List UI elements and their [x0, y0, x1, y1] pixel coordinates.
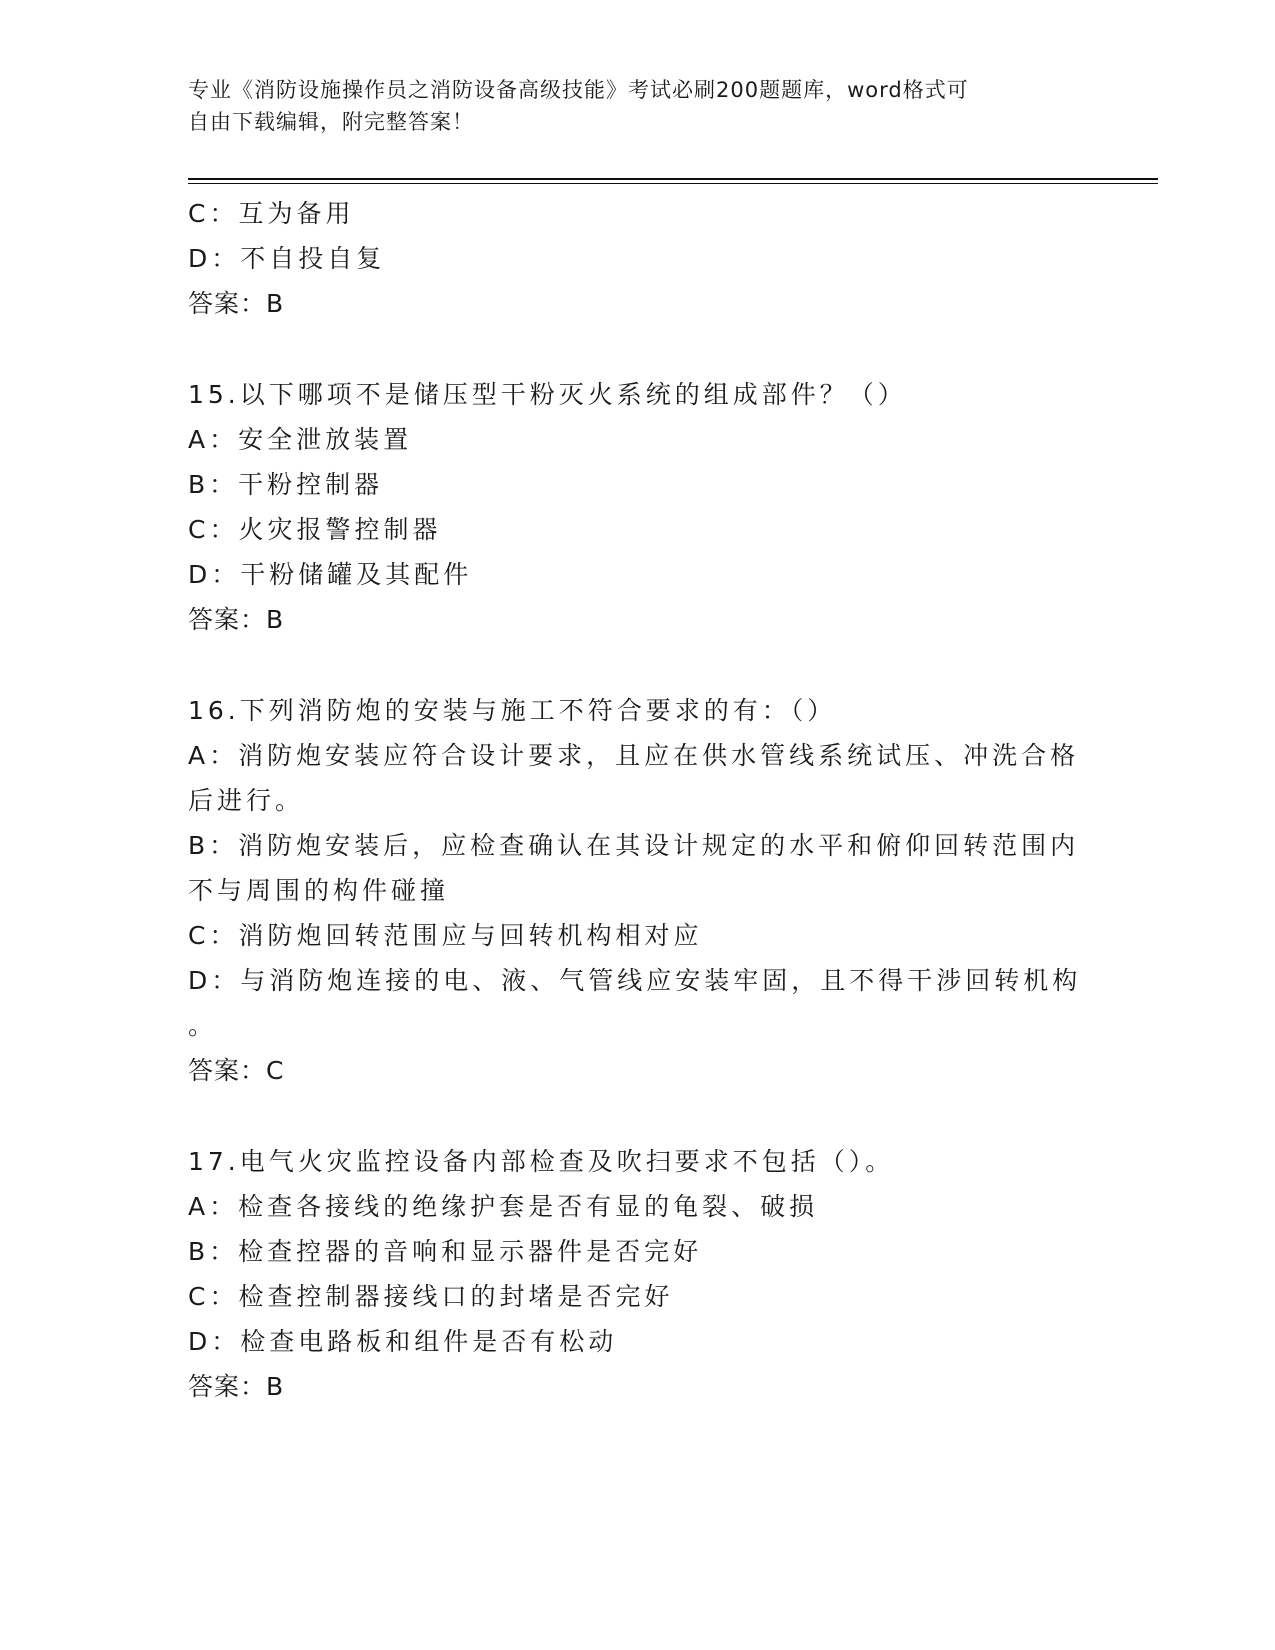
q15-option-a: A：安全泄放装置 — [188, 425, 413, 454]
q17-answer: 答案：B — [188, 1372, 285, 1401]
q16-option-b-line2: 不与周围的构件碰撞 — [188, 876, 450, 905]
document-header — [188, 74, 1088, 138]
spacer — [188, 326, 1088, 372]
q15-option-d: D：干粉储罐及其配件 — [188, 560, 473, 589]
prev-answer: 答案：B — [188, 289, 285, 318]
q16-option-a-line1: A：消防炮安装应符合设计要求，且应在供水管线系统试压、冲洗合格 — [188, 741, 1080, 770]
prev-option-c: C：互为备用 — [188, 199, 355, 228]
spacer — [188, 642, 1088, 688]
q15-answer: 答案：B — [188, 605, 285, 634]
header-line-2: 自由下载编辑，附完整答案！ — [188, 110, 474, 134]
q16-option-c: C：消防炮回转范围应与回转机构相对应 — [188, 921, 703, 950]
q16-option-a-line2: 后进行。 — [188, 786, 305, 815]
q16-option-d-line2: 。 — [188, 1011, 218, 1040]
q16-stem: 16.下列消防炮的安装与施工不符合要求的有：（） — [188, 696, 837, 725]
spacer — [188, 1093, 1088, 1139]
question-content — [188, 191, 1088, 1409]
q17-option-d: D：检查电路板和组件是否有松动 — [188, 1327, 618, 1356]
q17-option-a: A：检查各接线的绝缘护套是否有显的龟裂、破损 — [188, 1192, 819, 1221]
q17-option-c: C：检查控制器接线口的封堵是否完好 — [188, 1282, 674, 1311]
q15-option-c: C：火灾报警控制器 — [188, 515, 442, 544]
q16-answer: 答案：C — [188, 1056, 285, 1085]
prev-option-d: D：不自投自复 — [188, 244, 386, 273]
q16-option-d-line1: D：与消防炮连接的电、液、气管线应安装牢固，且不得干涉回转机构 — [188, 966, 1082, 995]
header-divider-thick — [188, 178, 1158, 180]
header-divider-thin — [188, 183, 1158, 184]
q17-stem: 17.电气火灾监控设备内部检查及吹扫要求不包括（）。 — [188, 1147, 895, 1176]
header-line-1: 专业《消防设施操作员之消防设备高级技能》考试必刷200题题库，word格式可 — [188, 78, 969, 102]
q15-stem: 15.以下哪项不是储压型干粉灭火系统的组成部件？（） — [188, 380, 907, 409]
q15-option-b: B：干粉控制器 — [188, 470, 384, 499]
q16-option-b-line1: B：消防炮安装后，应检查确认在其设计规定的水平和俯仰回转范围内 — [188, 831, 1080, 860]
q17-option-b: B：检查控器的音响和显示器件是否完好 — [188, 1237, 703, 1266]
